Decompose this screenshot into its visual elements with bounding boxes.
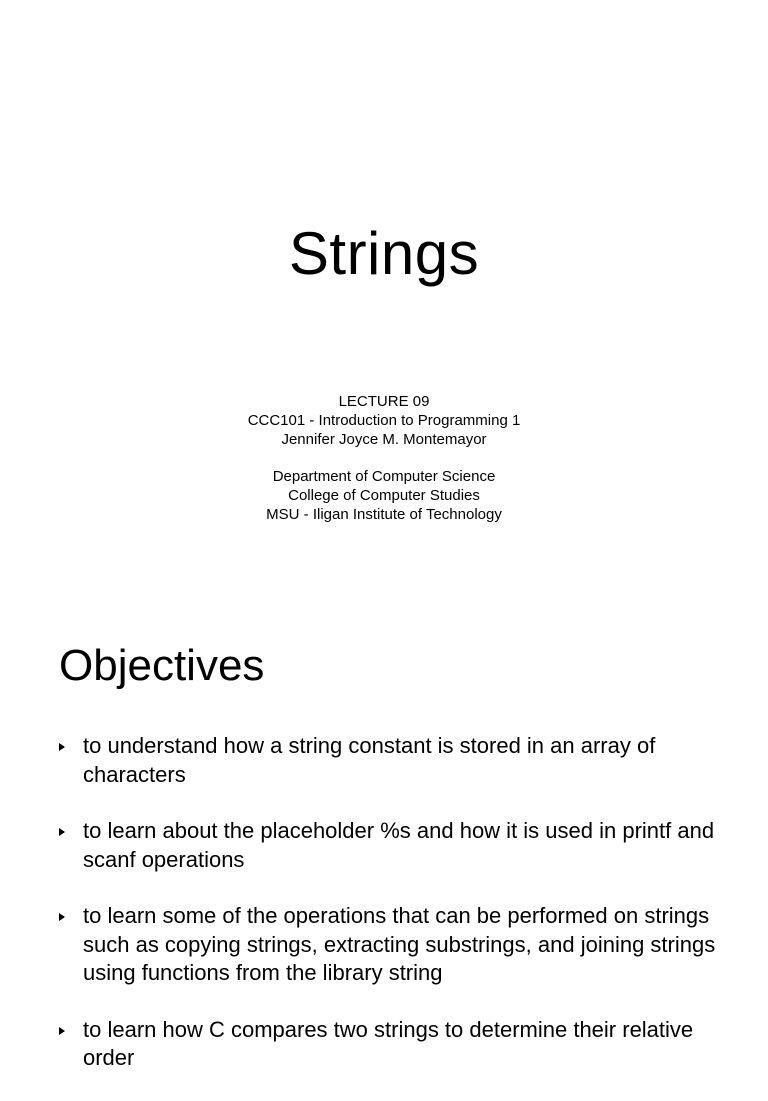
triangle-bullet-icon xyxy=(59,743,65,751)
objective-text: to understand how a string constant is stored in an array of characters xyxy=(83,733,656,787)
department-name: Department of Computer Science xyxy=(272,468,496,485)
objectives-heading: Objectives xyxy=(59,641,265,690)
info-spacer xyxy=(0,449,768,467)
instructor-name: Jennifer Joyce M. Montemayor xyxy=(281,431,487,448)
list-item xyxy=(59,902,719,988)
course-name: CCC101 - Introduction to Programming 1 xyxy=(247,412,521,429)
list-item xyxy=(59,817,719,874)
triangle-bullet-icon xyxy=(59,1027,65,1035)
lecture-info xyxy=(0,392,768,524)
college-name: College of Computer Studies xyxy=(288,487,480,504)
objective-text: to learn how C compares two strings to determine their relative order xyxy=(83,1016,694,1070)
list-item xyxy=(59,1016,719,1073)
objectives-list xyxy=(59,732,719,1101)
objective-text: to learn some of the operations that can be performed on strings such as copying strings, extracting substrings, and joining strings using functions from the library string xyxy=(83,903,716,985)
objective-text: to learn about the placeholder %s and how it is used in printf and scanf operations xyxy=(83,818,715,872)
slide-title: Strings xyxy=(288,220,480,287)
triangle-bullet-icon xyxy=(59,828,65,836)
list-item xyxy=(59,732,719,789)
triangle-bullet-icon xyxy=(59,913,65,921)
lecture-number: LECTURE 09 xyxy=(338,393,430,410)
institute-name: MSU - Iligan Institute of Technology xyxy=(266,506,502,523)
